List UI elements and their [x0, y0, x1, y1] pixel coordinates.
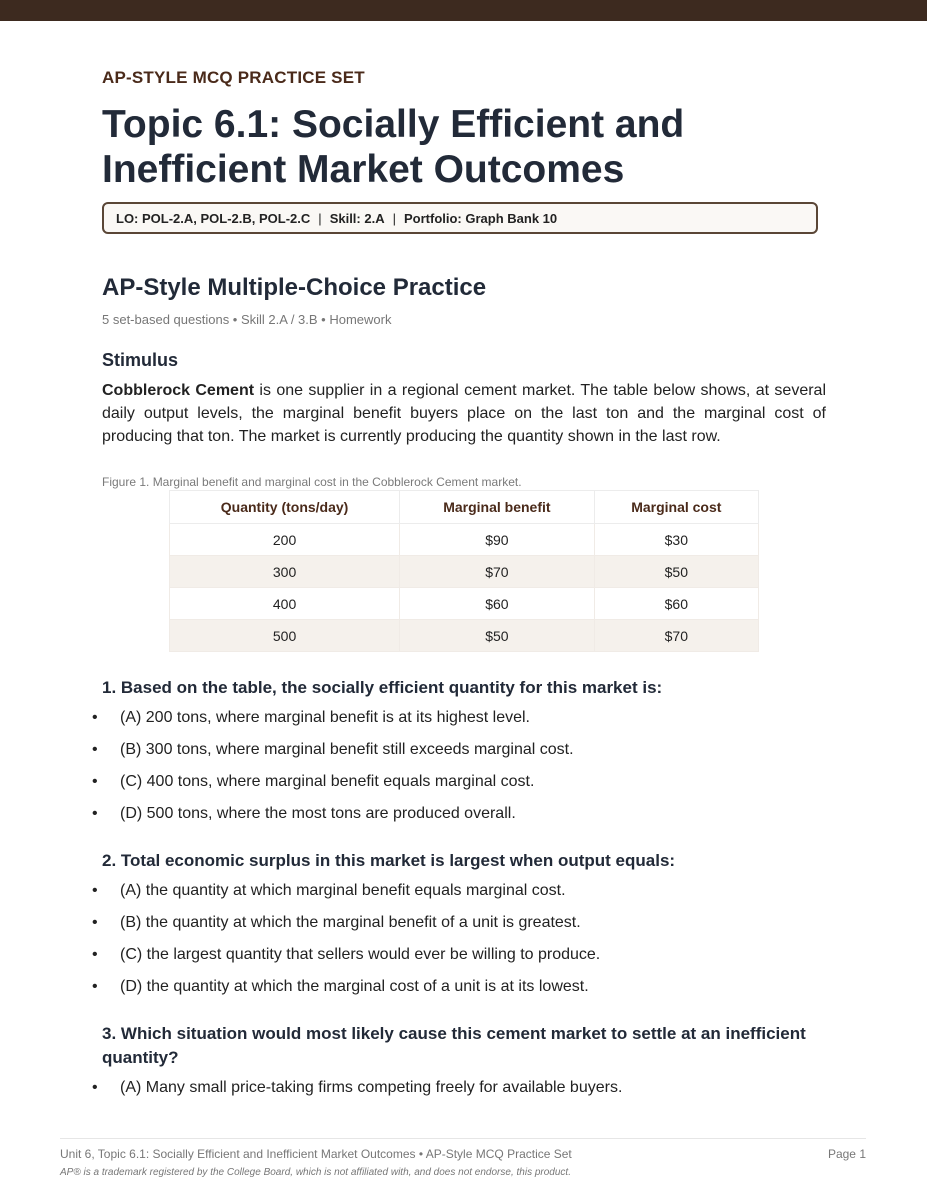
answer-option[interactable]: [92, 976, 826, 998]
bullet-glyph: •: [92, 978, 98, 995]
page-footer: [60, 1138, 866, 1178]
question-3-options: [92, 1077, 826, 1099]
option-text: (A) 200 tons, where marginal benefit is at its highest level.: [120, 709, 530, 726]
bullet-glyph: •: [92, 882, 98, 899]
answer-option[interactable]: [92, 803, 826, 825]
table-cell: 500: [170, 620, 400, 652]
table-cell: $70: [594, 620, 758, 652]
option-text: (D) the quantity at which the marginal cost of a unit is at its lowest.: [120, 978, 589, 995]
option-text: (A) Many small price-taking firms competing freely for available buyers.: [120, 1079, 623, 1096]
table-cell: $60: [594, 588, 758, 620]
option-text: (A) the quantity at which marginal benefit equals marginal cost.: [120, 882, 566, 899]
table-cell: 200: [170, 524, 400, 556]
lo-codes: LO: POL-2.A, POL-2.B, POL-2.C: [116, 210, 311, 226]
company-name: Cobblerock Cement: [102, 382, 255, 399]
section-subnote: 5 set-based questions • Skill 2.A / 3.B • Homework: [102, 312, 392, 327]
learning-objectives-box: [102, 202, 818, 234]
lo-separator: |: [392, 210, 396, 226]
table-row: [170, 588, 759, 620]
bullet-glyph: •: [92, 914, 98, 931]
bullet-glyph: •: [92, 1079, 98, 1096]
answer-option[interactable]: [92, 944, 826, 966]
lo-separator: |: [318, 210, 322, 226]
answer-option[interactable]: [92, 880, 826, 902]
stimulus-heading: Stimulus: [102, 350, 179, 370]
table-row: [170, 620, 759, 652]
question-1-prompt: 1. Based on the table, the socially efficient quantity for this market is:: [102, 678, 663, 697]
table-cell: $50: [594, 556, 758, 588]
top-banner: [0, 0, 927, 21]
table-cell: $50: [400, 620, 595, 652]
stimulus-text: is one supplier in a regional cement market. The table below shows, at several daily output levels, the marginal benefit buyers place on the last ton and the marginal cost of producing that ton. The market is currently producing the quantity shown in the last row.: [102, 382, 827, 445]
option-text: (B) the quantity at which the marginal benefit of a unit is greatest.: [120, 914, 581, 931]
bullet-glyph: •: [92, 773, 98, 790]
lo-skill: Skill: 2.A: [329, 210, 385, 226]
bullet-glyph: •: [92, 805, 98, 822]
page-title: Topic 6.1: Socially Efficient and Inefficient Market Outcomes: [102, 103, 685, 191]
footer-course-info: Unit 6, Topic 6.1: Socially Efficient and Inefficient Market Outcomes • AP-Style MCQ Practice Set: [60, 1147, 572, 1161]
table-cell: $60: [400, 588, 595, 620]
trademark-notice: AP® is a trademark registered by the College Board, which is not affiliated with, and does not endorse, this product.: [60, 1167, 571, 1178]
page-content: [92, 68, 827, 1109]
table-cell: $70: [400, 556, 595, 588]
option-text: (D) 500 tons, where the most tons are produced overall.: [120, 805, 516, 822]
table-cell: $90: [400, 524, 595, 556]
table-row: [170, 524, 759, 556]
option-text: (B) 300 tons, where marginal benefit still exceeds marginal cost.: [120, 741, 574, 758]
question-1-options: [92, 707, 826, 825]
lo-portfolio: Portfolio: Graph Bank 10: [404, 210, 558, 226]
option-text: (C) 400 tons, where marginal benefit equals marginal cost.: [120, 773, 535, 790]
stimulus-paragraph: [102, 379, 826, 448]
answer-option[interactable]: [92, 1077, 826, 1099]
answer-option[interactable]: [92, 912, 826, 934]
bullet-glyph: •: [92, 709, 98, 726]
table-cell: $30: [594, 524, 758, 556]
page-number: Page 1: [827, 1147, 866, 1161]
bullet-glyph: •: [92, 946, 98, 963]
option-text: (C) the largest quantity that sellers would ever be willing to produce.: [120, 946, 601, 963]
column-header: Marginal benefit: [400, 491, 595, 524]
mb-mc-table: [169, 490, 759, 652]
section-heading: AP-Style Multiple-Choice Practice: [102, 274, 487, 301]
table-cell: 400: [170, 588, 400, 620]
bullet-glyph: •: [92, 741, 98, 758]
table-header-row: [170, 491, 759, 524]
question-2-prompt: 2. Total economic surplus in this market is largest when output equals:: [102, 851, 676, 870]
answer-option[interactable]: [92, 739, 826, 761]
column-header: Quantity (tons/day): [170, 491, 400, 524]
answer-option[interactable]: [92, 707, 826, 729]
answer-option[interactable]: [92, 771, 826, 793]
column-header: Marginal cost: [594, 491, 758, 524]
table-row: [170, 556, 759, 588]
question-3-prompt: 3. Which situation would most likely cause this cement market to settle at an inefficient quantity?: [102, 1024, 806, 1067]
eyebrow-label: AP-STYLE MCQ PRACTICE SET: [102, 68, 365, 87]
table-cell: 300: [170, 556, 400, 588]
figure-caption: Figure 1. Marginal benefit and marginal cost in the Cobblerock Cement market.: [102, 475, 522, 489]
question-2-options: [92, 880, 826, 998]
